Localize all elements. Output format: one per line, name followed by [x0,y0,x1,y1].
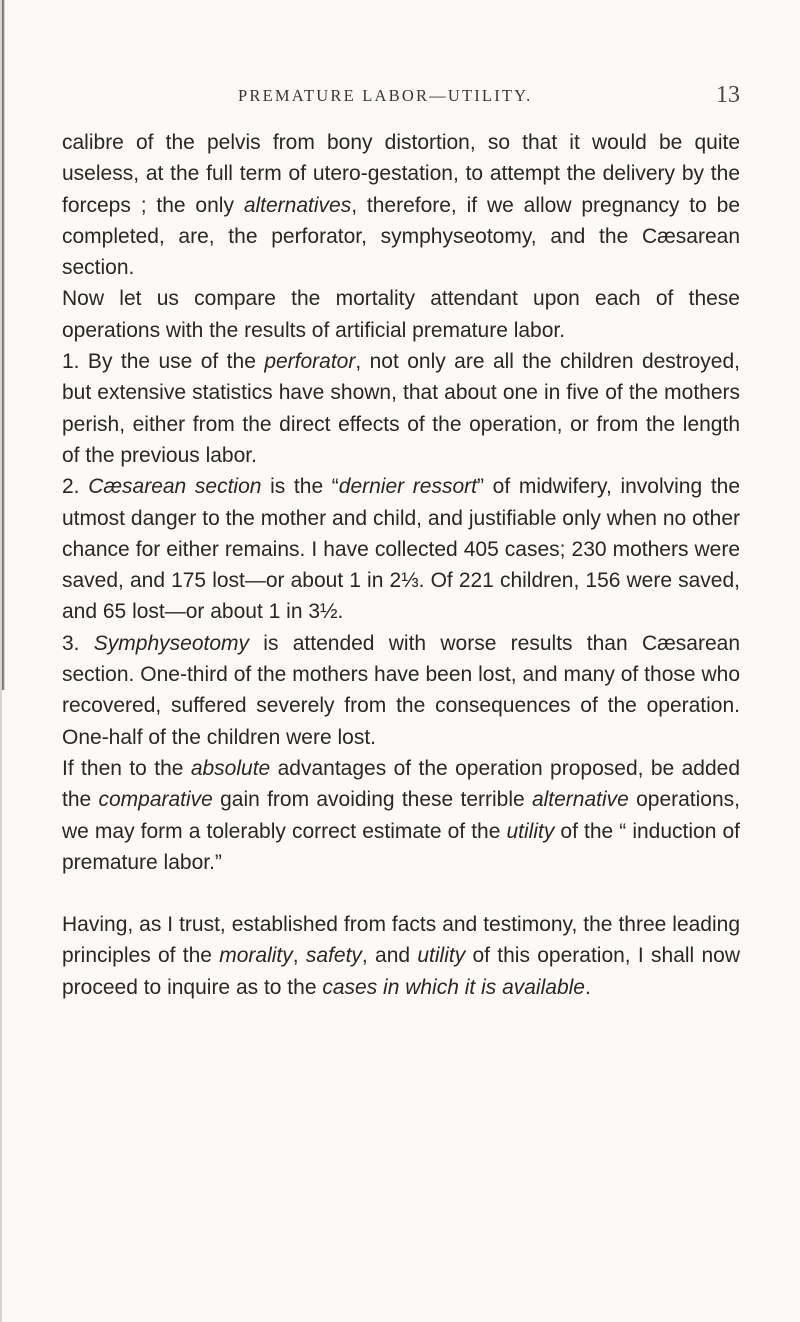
running-title: PREMATURE LABOR—UTILITY. [238,86,533,105]
text-run: operations, we may form a tolerably correct estimate of the [62,788,740,843]
text-run: gain from avoiding these terrible [212,788,532,812]
paragraph-caesarean [62,471,740,627]
text-run: 1. By the use of the [62,350,265,374]
paragraph-pelvis-calibre [62,127,740,283]
text-run: , not only are all the children destroyed, but extensive statistics have shown, that about one in five of the mothers perish, either from the direct effects of the operation, or from the length of the previous labor. [62,350,741,467]
italic-run: cases in which it is available [322,975,585,999]
text-run: ” of midwifery, involving the utmost danger to the mother and child, and justifiable only when no other chance for either remains. I have collected 405 cases; 230 mothers were saved, and 175 lost—or about 1 in 2⅓. Of 221 children, 156 were saved, and 65 lost—or about 1 in 3½. [62,475,741,624]
italic-run: alternatives [243,193,352,217]
text-run: , [292,944,306,968]
paragraph-perforator [62,346,740,471]
text-run: Now let us compare the mortality attendant upon each of these operations with the results of artificial premature labor. [62,287,740,342]
page-header [238,82,740,114]
italic-run: morality [219,944,293,968]
text-run: 3. [62,631,94,655]
italic-run: absolute [190,756,271,780]
italic-run: comparative [98,788,213,812]
text-run: . [584,975,591,999]
text-run: of the “ induction of premature labor.” [62,819,740,874]
italic-run: utility [506,819,555,843]
text-run: Having, as I trust, established from facts and testimony, the three leading principles of the [62,913,740,968]
paragraph-conclusion [62,909,740,1003]
text-run: of this operation, I shall now proceed to inquire as to the [62,944,741,999]
paragraph-compare-mortality [62,283,740,346]
text-run: 2. [62,475,89,499]
text-run: calibre of the pelvis from bony distortion, so that it would be quite useless, at the full term of utero-gestation, to attempt the delivery by the forceps ; the only [62,131,740,217]
text-run: If then to the [62,756,191,780]
body-text [62,127,740,1003]
text-run: , therefore, if we allow pregnancy to be completed, are, the perforator, symphyseotomy, and the Cæsarean section. [62,193,740,280]
italic-run: Cæsarean section [88,475,262,499]
italic-run: perforator [264,350,356,374]
paragraph-utility-estimate [62,753,740,878]
text-run: is attended with worse results than Cæsarean section. One-third of the mothers have been lost, and many of those who recovered, suffered severely from the consequences of the operation. One-half of the children were lost. [62,631,740,749]
text-run: advantages of the operation proposed, be added the [62,756,740,812]
italic-run: alternative [531,788,629,812]
text-run: , and [361,944,418,968]
text-run: is the “ [261,475,339,499]
page-number: 13 [716,82,740,108]
paragraph-symphyseotomy [62,628,740,753]
page-edge-line [0,0,2,1322]
italic-run: Symphyseotomy [93,631,250,655]
italic-run: safety [305,944,362,968]
italic-run: dernier ressort [338,475,477,499]
italic-run: utility [417,944,466,968]
